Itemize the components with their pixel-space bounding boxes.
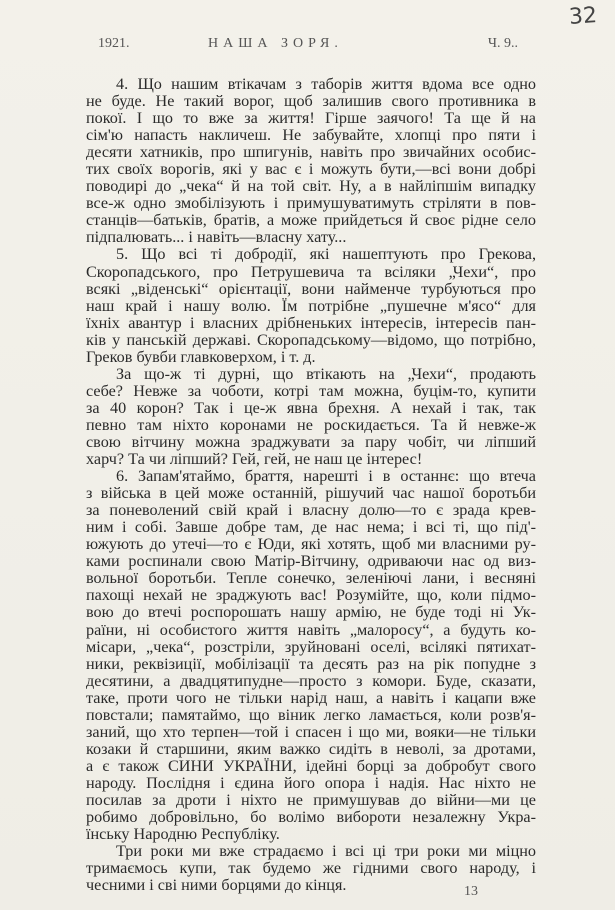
text-line: таке, проти чого не тільки нарід наш, а навіть і кацапи вже — [86, 688, 536, 707]
text-line: їнську Народню Республіку. — [86, 825, 280, 844]
text-line: підпалювать... і навіть—власну хату... — [86, 228, 347, 247]
text-line: вою до втечі роспорошать нашу армію, не буде тоді ні Ук- — [86, 603, 536, 622]
text-line: з війська в цей може останній, рішучий час нашої боротьби — [86, 484, 536, 503]
text-line: наш край і нашу волю. Їм потрібне „пушечне м'ясо“ для — [86, 296, 536, 315]
text-line: 4. Що нашим втікачам з таборів життя вдома все одно — [116, 75, 536, 93]
text-line: ники, реквізиції, мобілізації та десять раз на рік попудне з — [86, 654, 536, 673]
text-line: Греков бувби главковерхом, і т. д. — [86, 347, 316, 366]
text-line: десяти хатників, про шпигунів, навіть про звичайних особис- — [86, 143, 536, 162]
text-line: ним і собі. Завше добре там, де нас нема; і всі ті, що під'- — [86, 518, 536, 537]
handwritten-page-mark: 32 — [568, 3, 598, 30]
text-line: ків у панській державі. Скоропадському—відомо, що потрібно, — [86, 330, 536, 349]
text-line: всякі „віденські“ орієнтації, вони найменче турбуються про — [86, 279, 536, 298]
text-line: за 40 корон? Так і це-ж явна брехня. А нехай і так, так — [86, 398, 536, 417]
text-line: За що-ж ті дурні, що втікають на „Чехи“, продають — [116, 364, 536, 383]
running-header — [98, 36, 518, 54]
header-year: 1921. — [98, 36, 130, 51]
text-line: заний, що хто терпен—той і спасен і що ми, вояки—не тільки — [86, 722, 536, 741]
text-line: місари, „чека“, розстріли, зруйновані оселі, всілякі пятихат- — [86, 637, 536, 656]
text-line: станців—батьків, братів, а може прийдеться й своє рідне село — [86, 211, 536, 230]
text-line: Три роки ми вже страдаємо і всі ці три роки ми міцно — [116, 842, 536, 861]
page-number: 13 — [464, 884, 478, 899]
text-line: чесними і сві ними борцями до кінця. — [86, 876, 347, 895]
text-line: тих своїх ворогів, які у вас є і можуть бути,—всі вони добрі — [86, 160, 536, 179]
text-line: за поневолений свій край і власну долю—то є зрада крев- — [86, 501, 536, 520]
text-line: все-ж одно змобілізують і примушуватимуть стріляти в пов- — [86, 194, 536, 213]
text-line: а є також СИНИ УКРАЇНИ, ідейні борці за добробут свого — [86, 756, 536, 775]
text-line: покої. І що то вже за життя! Гірше заячого! Та ще й на — [86, 109, 536, 128]
text-line: повстали; памятаймо, що віник легко ламається, коли розв'я- — [86, 705, 536, 724]
text-line: десятини, а двадцятипудне—просто з комори. Буде, сказати, — [86, 671, 536, 690]
header-issue: Ч. 9.. — [487, 36, 518, 51]
text-line: Скоропадського, про Петрушевича та всіляки „Чехи“, про — [86, 262, 536, 281]
text-line: поводирі до „чека“ й на той світ. Ну, а в найліпшім випадку — [86, 177, 536, 196]
text-line: тримаємось купи, так будемо же гідними свого народу, і — [86, 859, 536, 878]
text-line: харч? Та чи ліпший? Гей, гей, не наш це інтерес! — [86, 450, 423, 469]
text-line: пахощі нехай не зраджують вас! Розумійте, що, коли підмо- — [86, 586, 536, 605]
text-line: посилав за дроти і ніхто не примушував до війни—ми це — [86, 790, 536, 809]
text-line: себе? Невже за чоботи, котрі там можна, буцім-то, купити — [86, 381, 536, 400]
text-line: народу. Послідня і єдина його опора і надія. Нас ніхто не — [86, 773, 536, 792]
text-line: козаки й старшини, яким важко сидіть в неволі, за дротами, — [86, 739, 536, 758]
body-text — [86, 76, 536, 894]
text-line: южують до утечі—то є Юди, які хотять, щоб ми власними ру- — [86, 535, 536, 554]
text-line: раїни, ні особистого життя навіть „малоросу“, а будуть ко- — [86, 620, 536, 639]
header-journal-title: НАША ЗОРЯ. — [208, 36, 343, 51]
text-line: сім'ю напасть накличеш. Не забувайте, хлопці про пяти і — [86, 126, 536, 145]
text-line: 5. Що всі ті добродії, які нашептують про Грекова, — [116, 245, 536, 264]
text-line: певно там ніхто коронами не роскидається. Та й невже-ж — [86, 415, 536, 434]
text-line: вольної боротьби. Тепле сонечко, зеленіючі лани, і весняні — [86, 569, 536, 588]
text-line: їхніх авантур і власних дрібненьких інтересів, інтересів пан- — [86, 313, 536, 332]
text-line: 6. Запам'ятаймо, браття, нарешті і в останнє: що втеча — [116, 467, 536, 486]
text-line: робимо добровільно, бо волімо вибороти незалежну Укра- — [86, 808, 536, 827]
text-line: свою вітчину можна зраджувати за пару чобіт, чи ліпший — [86, 432, 536, 451]
text-line: не буде. Не такий ворог, щоб залишив свого противника в — [86, 92, 536, 111]
text-line: ками роспинали свою Матір-Вітчину, одриваючи нас од виз- — [86, 552, 536, 571]
